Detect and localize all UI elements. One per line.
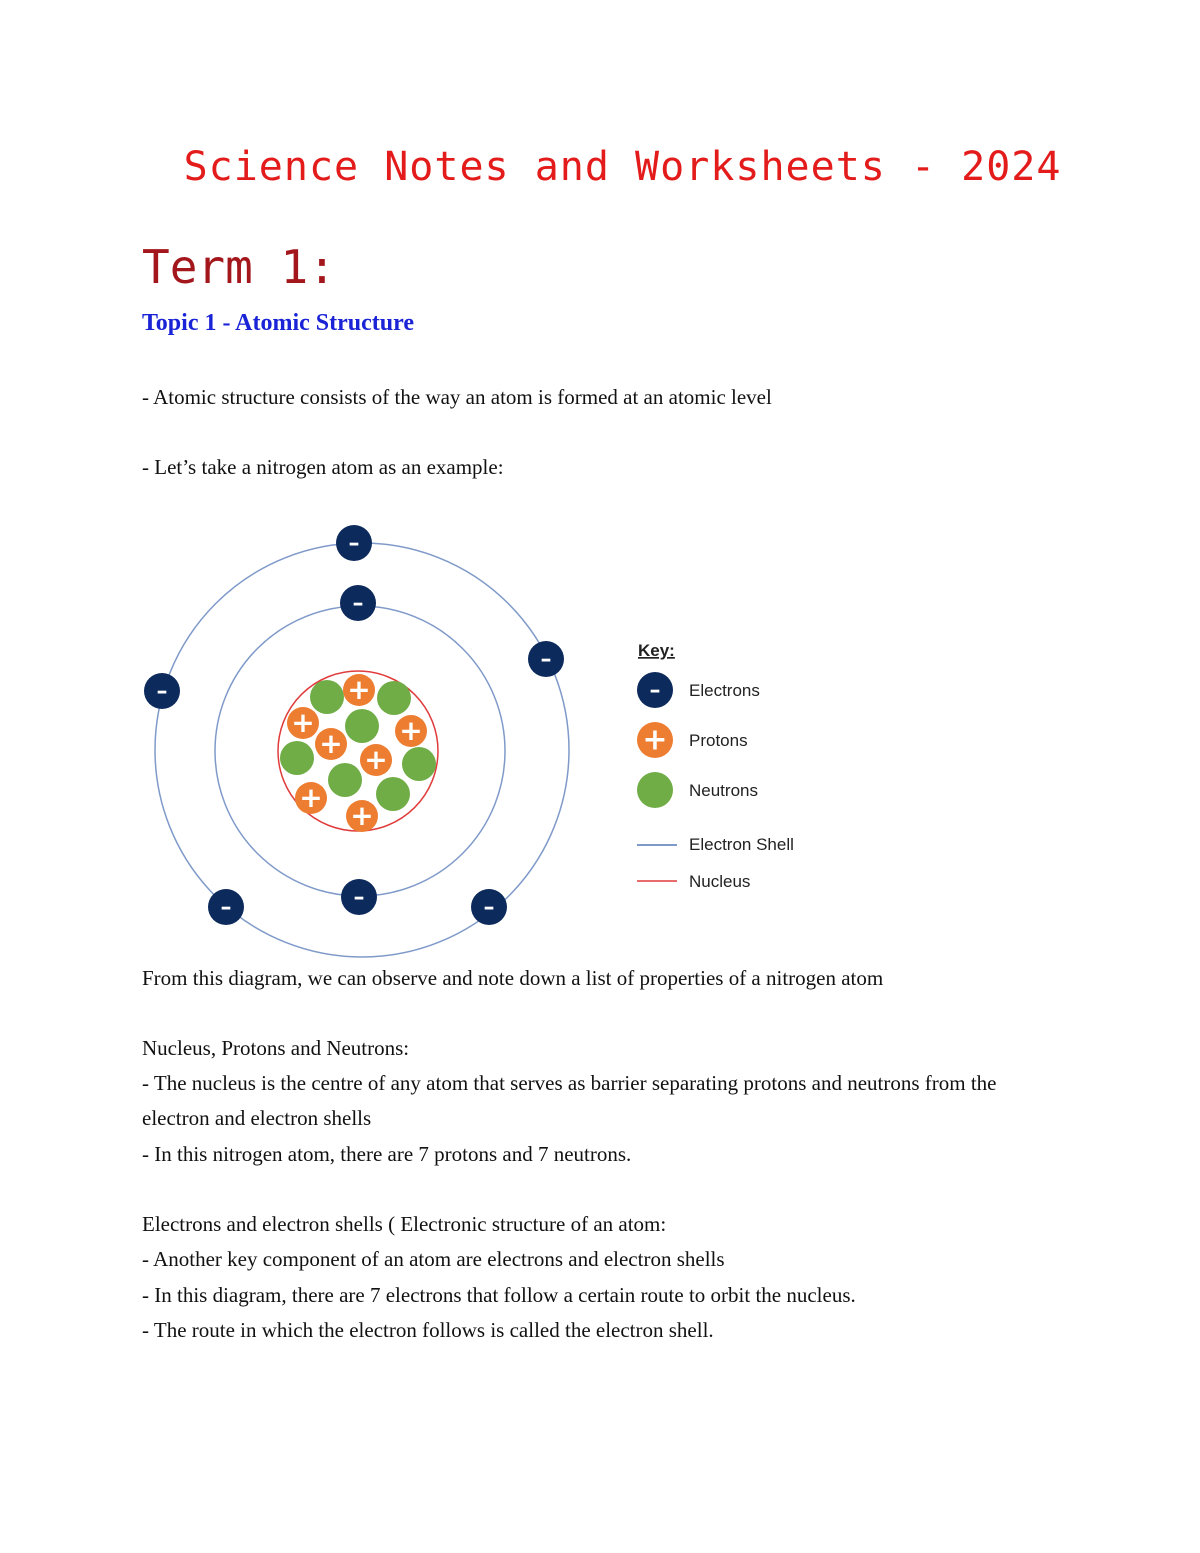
- section-line: electron and electron shells: [142, 1106, 372, 1130]
- electron: [340, 585, 376, 621]
- svg-text:+: +: [364, 743, 388, 776]
- svg-text:+: +: [642, 722, 668, 758]
- key-electron-swatch: [637, 672, 673, 708]
- proton: [343, 673, 375, 706]
- electron: [471, 889, 507, 925]
- svg-text:–: –: [649, 678, 661, 703]
- observation-text: From this diagram, we can observe and note down a list of properties of a nitrogen atom: [142, 966, 884, 990]
- section-line: - The nucleus is the centre of any atom that serves as barrier separating protons and neutrons from the: [142, 1071, 997, 1095]
- neutron: [377, 681, 411, 715]
- proton: [360, 743, 392, 776]
- svg-text:–: –: [352, 591, 364, 616]
- neutron: [345, 709, 379, 743]
- electron: [208, 889, 244, 925]
- neutron: [376, 777, 410, 811]
- proton: [287, 706, 319, 739]
- key-neutron-swatch: [637, 772, 673, 808]
- key-label-electrons: Electrons: [689, 681, 760, 700]
- neutron: [310, 680, 344, 714]
- diagram-key: [637, 641, 794, 891]
- intro-line-atomic-structure: - Atomic structure consists of the way an atom is formed at an atomic level: [142, 385, 772, 409]
- inner-electron-shell: [215, 606, 505, 896]
- neutron: [402, 747, 436, 781]
- electron: [341, 879, 377, 915]
- electron: [336, 525, 372, 561]
- key-label-electron-shell: Electron Shell: [689, 835, 794, 854]
- term-heading: Term 1:: [142, 240, 336, 294]
- svg-text:–: –: [348, 531, 360, 556]
- page-title: Science Notes and Worksheets - 2024: [183, 144, 1062, 190]
- svg-text:+: +: [319, 727, 343, 760]
- section-line: - Another key component of an atom are electrons and electron shells: [142, 1247, 725, 1271]
- key-label-nucleus: Nucleus: [689, 872, 751, 891]
- svg-text:+: +: [347, 673, 371, 706]
- proton: [395, 714, 427, 747]
- electron: [528, 641, 564, 677]
- svg-text:+: +: [291, 706, 315, 739]
- electron: [144, 673, 180, 709]
- svg-text:–: –: [220, 895, 232, 920]
- svg-text:–: –: [156, 679, 168, 704]
- key-label-protons: Protons: [689, 731, 748, 750]
- neutron: [280, 741, 314, 775]
- svg-text:–: –: [353, 885, 365, 910]
- svg-text:–: –: [540, 647, 552, 672]
- svg-text:+: +: [399, 714, 423, 747]
- neutron: [328, 763, 362, 797]
- svg-text:+: +: [299, 781, 323, 814]
- key-label-neutrons: Neutrons: [689, 781, 758, 800]
- proton: [346, 799, 378, 832]
- section-line: - In this nitrogen atom, there are 7 protons and 7 neutrons.: [142, 1142, 632, 1166]
- section-heading-nucleus: Nucleus, Protons and Neutrons:: [142, 1036, 410, 1060]
- section-line: - In this diagram, there are 7 electrons that follow a certain route to orbit the nucleus.: [142, 1283, 856, 1307]
- key-proton-swatch: [637, 722, 673, 758]
- proton: [315, 727, 347, 760]
- section-heading-electrons: Electrons and electron shells ( Electronic structure of an atom:: [142, 1212, 667, 1236]
- atom-diagram: [130, 515, 830, 965]
- intro-line-nitrogen-example: - Let’s take a nitrogen atom as an example:: [142, 455, 504, 479]
- proton: [295, 781, 327, 814]
- svg-text:+: +: [350, 799, 374, 832]
- svg-text:–: –: [483, 895, 495, 920]
- key-title: Key:: [638, 641, 675, 660]
- topic-heading: Topic 1 - Atomic Structure: [142, 310, 414, 336]
- section-line: - The route in which the electron follows is called the electron shell.: [142, 1318, 714, 1342]
